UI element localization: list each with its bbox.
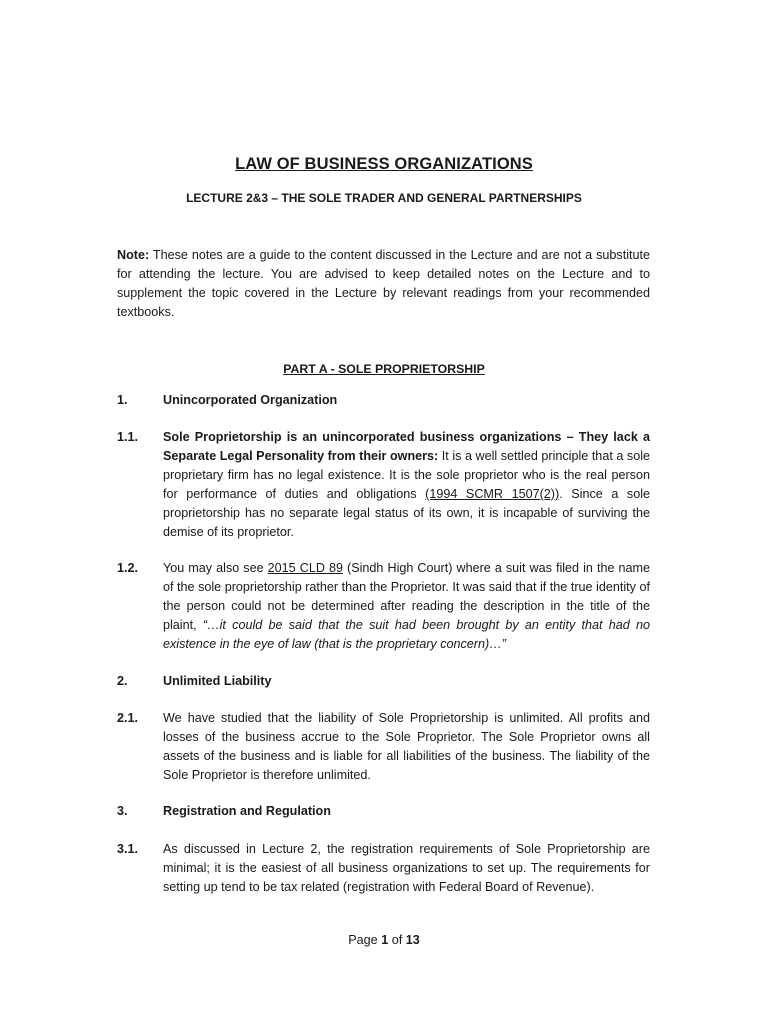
case-citation: 2015 CLD 89 (267, 561, 343, 575)
page-footer (0, 933, 768, 947)
section-2 (117, 672, 650, 691)
part-a-heading: PART A - SOLE PROPRIETORSHIP (283, 362, 485, 376)
body-text: (Sindh High Court) where a suit was filed in the name of the sole proprietorship rather than the Proprietor. It was said that if the true identity of the person could not be determined after reading the description in the title of the plaint, (163, 561, 651, 632)
case-quote: “…it could be said that the suit had been brought by an entity that had no existence in the eye of law (that is the proprietary concern)…” (163, 618, 650, 651)
note-paragraph (117, 246, 650, 322)
section-heading: Registration and Regulation (163, 804, 331, 818)
page-prefix: Page (348, 933, 382, 947)
section-number: 3. (117, 804, 128, 818)
section-3-1 (117, 840, 650, 897)
document-title: LAW OF BUSINESS ORGANIZATIONS (235, 155, 533, 173)
body-text: . Since a sole proprietorship has no separate legal status of its own, it is incapable of surviving the demise of its proprietor. (163, 487, 651, 539)
note-label: Note: (117, 248, 150, 262)
section-heading: Unincorporated Organization (163, 393, 338, 407)
section-number: 3.1. (117, 842, 139, 856)
section-number: 2. (117, 674, 128, 688)
section-number: 1.1. (117, 430, 139, 444)
lecture-subtitle: LECTURE 2&3 – THE SOLE TRADER AND GENERAL PARTNERSHIPS (186, 191, 582, 205)
note-text: These notes are a guide to the content discussed in the Lecture and are not a substitute for attending the lecture. You are advised to keep detailed notes on the Lecture and to supplement the topic covered in the Lecture by relevant readings from your recommended textbooks. (117, 248, 650, 319)
section-body (163, 559, 650, 654)
bold-lead: Sole Proprietorship is an unincorporated business organizations – They lack a Separate Legal Personality from their owners: (163, 430, 650, 463)
section-1 (117, 391, 650, 410)
body-text: It is a well settled principle that a sole proprietary firm has no legal existence. It is the sole proprietor who is the real person for performance of duties and obligations (163, 449, 651, 501)
section-1-2 (117, 559, 650, 654)
section-number: 1. (117, 393, 128, 407)
section-heading: Unlimited Liability (163, 674, 272, 688)
section-body (163, 428, 650, 542)
section-body: As discussed in Lecture 2, the registration requirements of Sole Proprietorship are minimal; it is the easiest of all business organizations to set up. The requirements for setting up tend to be tax related (registration with Federal Board of Revenue). (163, 842, 650, 894)
case-citation: (1994 SCMR 1507(2)) (425, 487, 560, 501)
body-text: You may also see (163, 561, 268, 575)
section-1-1 (117, 428, 650, 542)
section-2-1 (117, 709, 650, 785)
section-number: 1.2. (117, 561, 139, 575)
section-body: We have studied that the liability of Sole Proprietorship is unlimited. All profits and losses of the business accrue to the Sole Proprietor. The Sole Proprietor owns all assets of the business and is liable for all liabilities of the business. The liability of the Sole Proprietor is therefore unlimited. (163, 711, 650, 782)
page-total: 13 (405, 933, 420, 947)
page-middle: of (388, 933, 406, 947)
section-3 (117, 802, 650, 821)
page-current: 1 (381, 933, 389, 947)
section-number: 2.1. (117, 711, 139, 725)
